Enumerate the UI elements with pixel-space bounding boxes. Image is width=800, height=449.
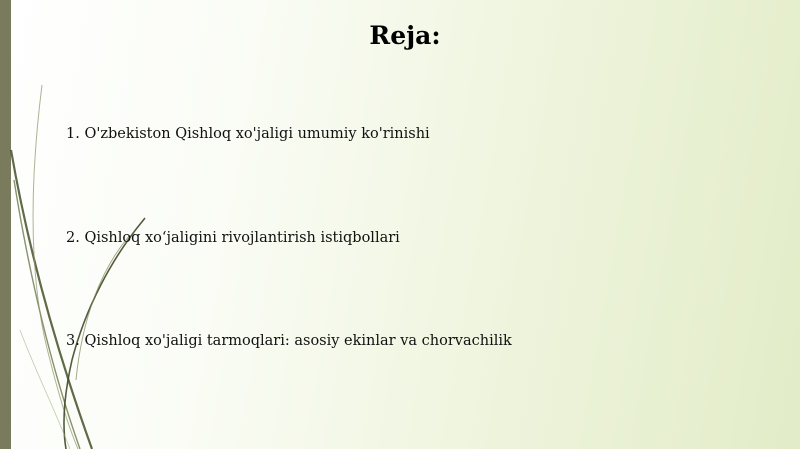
agenda-item-2: 2. Qishloq xo‘jaligini rivojlantirish istiqbollari bbox=[66, 230, 400, 246]
grass-blade bbox=[76, 235, 130, 380]
grass-blade bbox=[20, 330, 70, 449]
slide-title: Reja: bbox=[369, 21, 441, 50]
agenda-item-1: 1. O'zbekiston Qishloq xo'jaligi umumiy ko'rinishi bbox=[66, 126, 430, 142]
agenda-item-3: 3. Qishloq xo'jaligi tarmoqlari: asosiy ekinlar va chorvachilik bbox=[66, 333, 512, 349]
